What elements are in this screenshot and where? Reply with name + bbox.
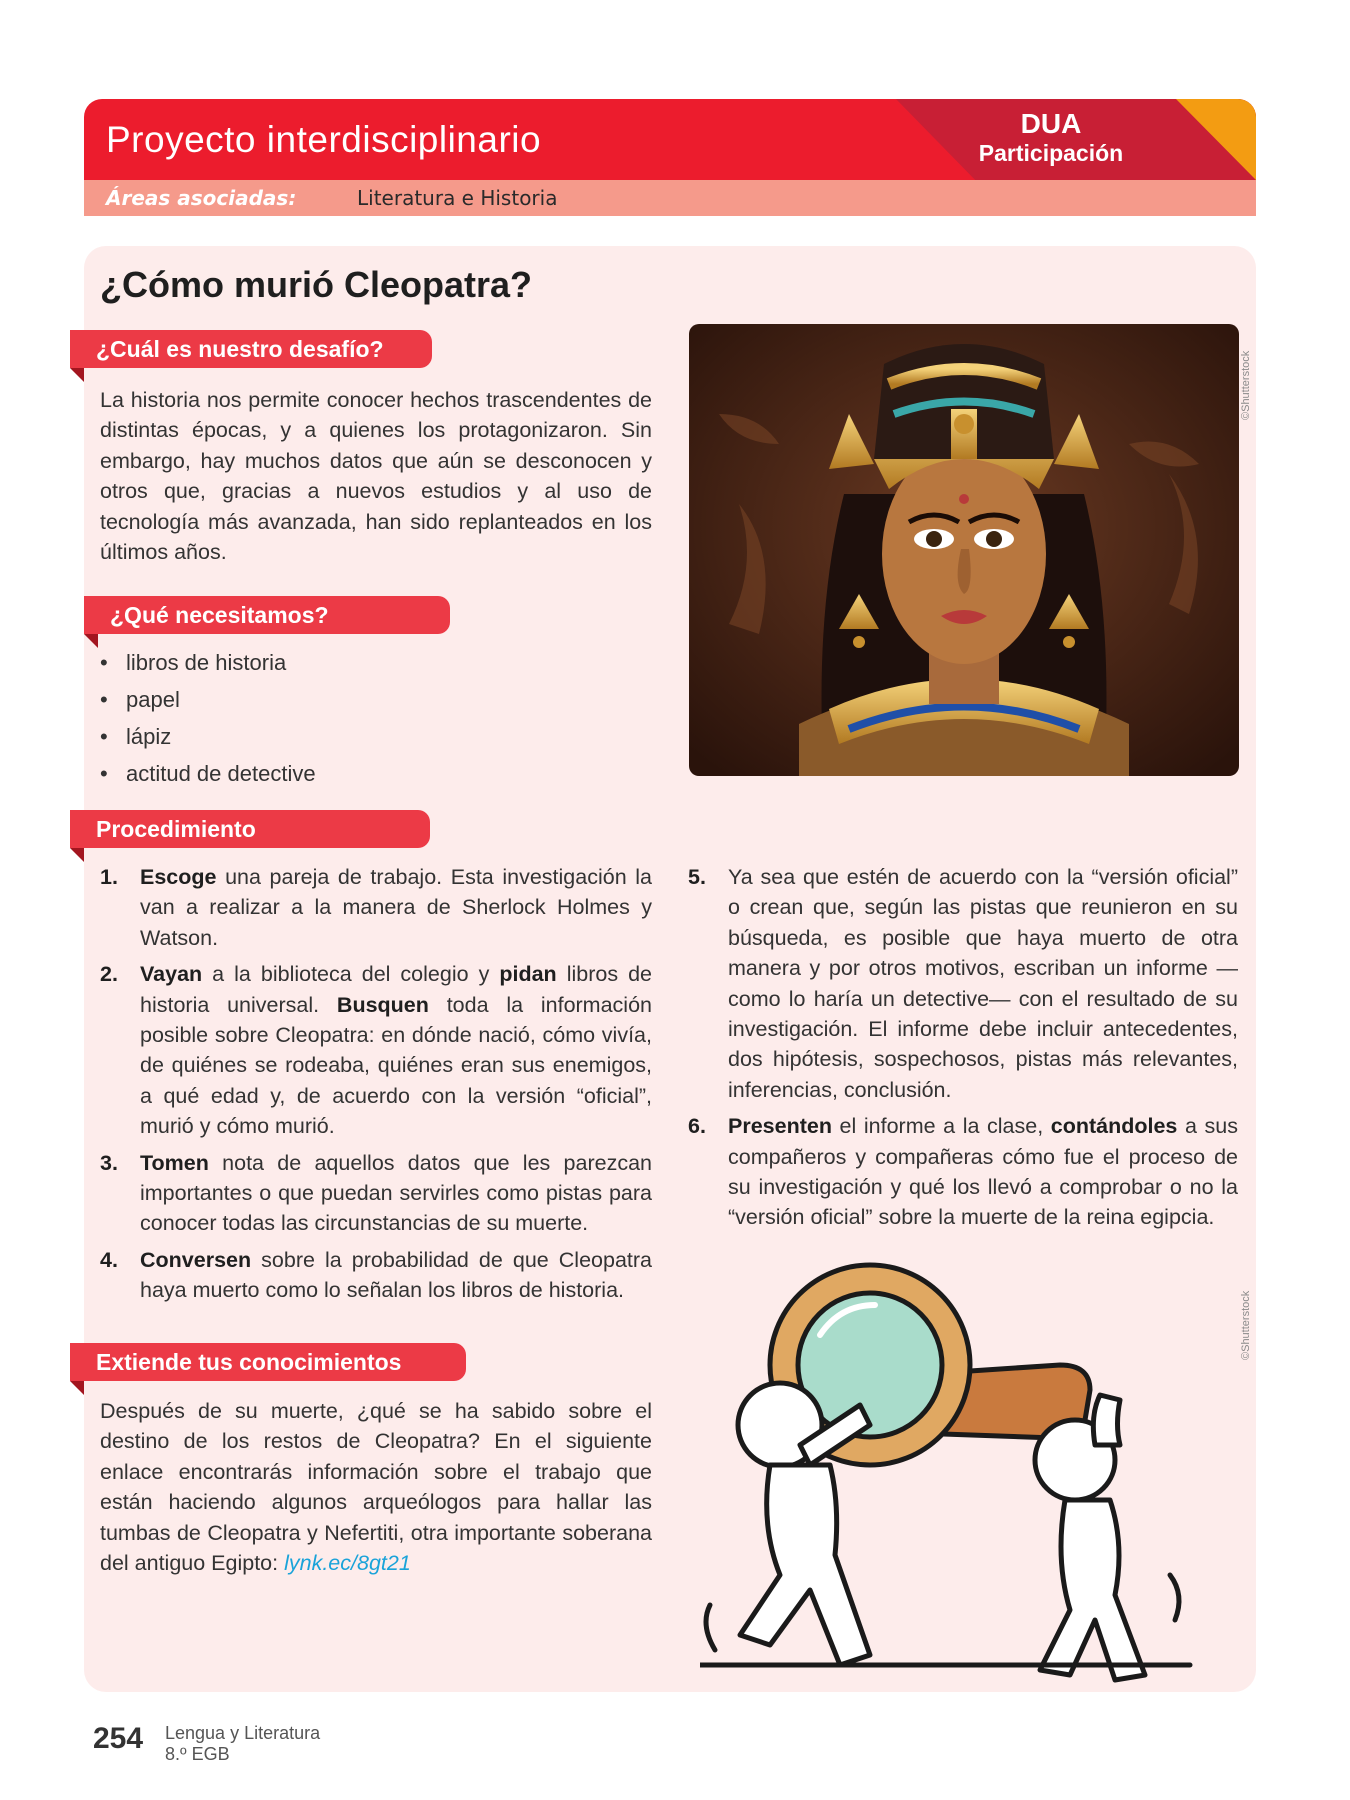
magnifier-illustration bbox=[700, 1255, 1220, 1685]
procedure-steps-right bbox=[688, 862, 1238, 1239]
step-keyword: Conversen bbox=[140, 1247, 252, 1272]
areas-value: Literatura e Historia bbox=[357, 186, 558, 210]
extend-heading-label: Extiende tus conocimientos bbox=[96, 1349, 402, 1375]
step-text: nota de aquellos datos que les parezcan importantes o que puedan servirles como pistas para conocer todas las circunstancias de su muerte. bbox=[140, 1150, 652, 1236]
challenge-heading-label: ¿Cuál es nuestro desafío? bbox=[96, 336, 384, 362]
step-keyword: Presenten bbox=[728, 1114, 832, 1139]
extend-paragraph: Después de su muerte, ¿qué se ha sabido sobre el destino de los restos de Cleopatra? En el siguiente enlace encontrarás información sobre el trabajo que están haciendo algunos arqueólogos para hallar las tumbas de Cleopatra y Nefertiti, otra importante soberana del antiguo Egipto: bbox=[100, 1399, 652, 1576]
step-number: 2. bbox=[100, 962, 118, 987]
challenge-text: La historia nos permite conocer hechos trascendentes de distintas épocas, y a quienes los protagonizaron. Sin embargo, hay muchos datos que aún se desconocen y otros que, gracias a nuevos estudios y al uso de tecnología más avanzada, han sido replanteados en los últimos años. bbox=[100, 388, 652, 565]
step-text: el informe a la clase, bbox=[831, 1114, 1051, 1139]
step-number: 1. bbox=[100, 865, 118, 889]
step-number: 4. bbox=[100, 1247, 118, 1272]
footer-subject: Lengua y Literatura bbox=[165, 1723, 321, 1743]
step-keyword: Busquen bbox=[336, 992, 429, 1017]
list-item: • lápiz bbox=[100, 718, 316, 755]
footer-grade: 8.º EGB bbox=[165, 1744, 230, 1764]
step-keyword: Escoge bbox=[140, 865, 217, 889]
areas-bar bbox=[84, 180, 1256, 216]
list-item bbox=[100, 1148, 652, 1239]
dua-title: DUA bbox=[1020, 108, 1082, 139]
procedure-steps-left bbox=[100, 862, 652, 1312]
tab-fold bbox=[70, 1381, 84, 1395]
list-item bbox=[100, 959, 652, 1141]
step-keyword: Vayan bbox=[140, 962, 203, 987]
extend-heading bbox=[70, 1343, 466, 1381]
step-text: toda la información posible sobre Cleopatra: en dónde nació, cómo vivía, de quiénes se rodeaba, quiénes eran sus enemigos, a qué edad y, de acuerdo con la versión “oficial”, murió y cómo murió. bbox=[140, 992, 652, 1139]
cleopatra-illustration bbox=[689, 324, 1239, 776]
step-text: una pareja de trabajo. Esta investigación la van a realizar a la manera de Sherlock Holmes y Watson. bbox=[140, 865, 652, 950]
list-item bbox=[688, 1111, 1238, 1233]
extend-link[interactable]: lynk.ec/8gt21 bbox=[284, 1551, 411, 1576]
tab-fold bbox=[84, 634, 98, 648]
list-item: • papel bbox=[100, 681, 316, 718]
dua-subtitle: Participación bbox=[978, 140, 1124, 166]
list-item bbox=[688, 862, 1238, 1105]
tab-fold bbox=[70, 848, 84, 862]
page-number: 254 bbox=[93, 1722, 144, 1755]
step-number: 5. bbox=[688, 865, 706, 889]
list-item: • actitud de detective bbox=[100, 755, 316, 792]
step-number: 6. bbox=[688, 1114, 706, 1139]
needs-heading bbox=[84, 596, 450, 634]
list-item: • libros de historia bbox=[100, 644, 316, 681]
procedure-heading bbox=[70, 810, 430, 848]
list-item bbox=[100, 1245, 652, 1306]
page-title: ¿Cómo murió Cleopatra? bbox=[100, 264, 533, 305]
procedure-heading-label: Procedimiento bbox=[96, 816, 256, 842]
step-text: a sus compañeros y compañeras cómo fue el proceso de su investigación y qué los llevó a comprobar o no la “versión oficial” sobre la muerte de la reina egipcia. bbox=[728, 1114, 1238, 1230]
list-item bbox=[100, 862, 652, 953]
dua-badge bbox=[966, 109, 1136, 167]
needs-heading-label: ¿Qué necesitamos? bbox=[110, 602, 329, 628]
step-number: 3. bbox=[100, 1150, 118, 1175]
header-banner bbox=[84, 99, 1256, 180]
tab-fold bbox=[70, 368, 84, 382]
image-credit: ©Shutterstock bbox=[1240, 350, 1252, 420]
step-keyword: pidan bbox=[499, 962, 557, 987]
extend-text bbox=[100, 1396, 652, 1578]
needs-list bbox=[100, 644, 316, 792]
page-section-title: Proyecto interdisciplinario bbox=[106, 119, 542, 160]
step-text: a la biblioteca del colegio y bbox=[202, 962, 500, 987]
image-credit: ©Shutterstock bbox=[1240, 1290, 1252, 1360]
step-text: sobre la probabilidad de que Cleopatra haya muerto como lo señalan los libros de historia. bbox=[140, 1247, 652, 1303]
step-text: libros de historia universal. bbox=[140, 962, 652, 1017]
step-text: Ya sea que estén de acuerdo con la “versión oficial” o crean que, según las pistas que reunieron en su búsqueda, es posible que haya muerto de otra manera y por otros motivos, escriban un informe —como lo haría un detective— con el resultado de su investigación. El informe debe incluir antecedentes, dos hipótesis, sospechosos, pistas más relevantes, inferencias, conclusión. bbox=[728, 865, 1238, 1102]
step-keyword: Tomen bbox=[140, 1150, 209, 1175]
areas-label: Áreas asociadas: bbox=[106, 186, 297, 210]
step-keyword: contándoles bbox=[1050, 1114, 1178, 1139]
challenge-heading bbox=[70, 330, 432, 368]
